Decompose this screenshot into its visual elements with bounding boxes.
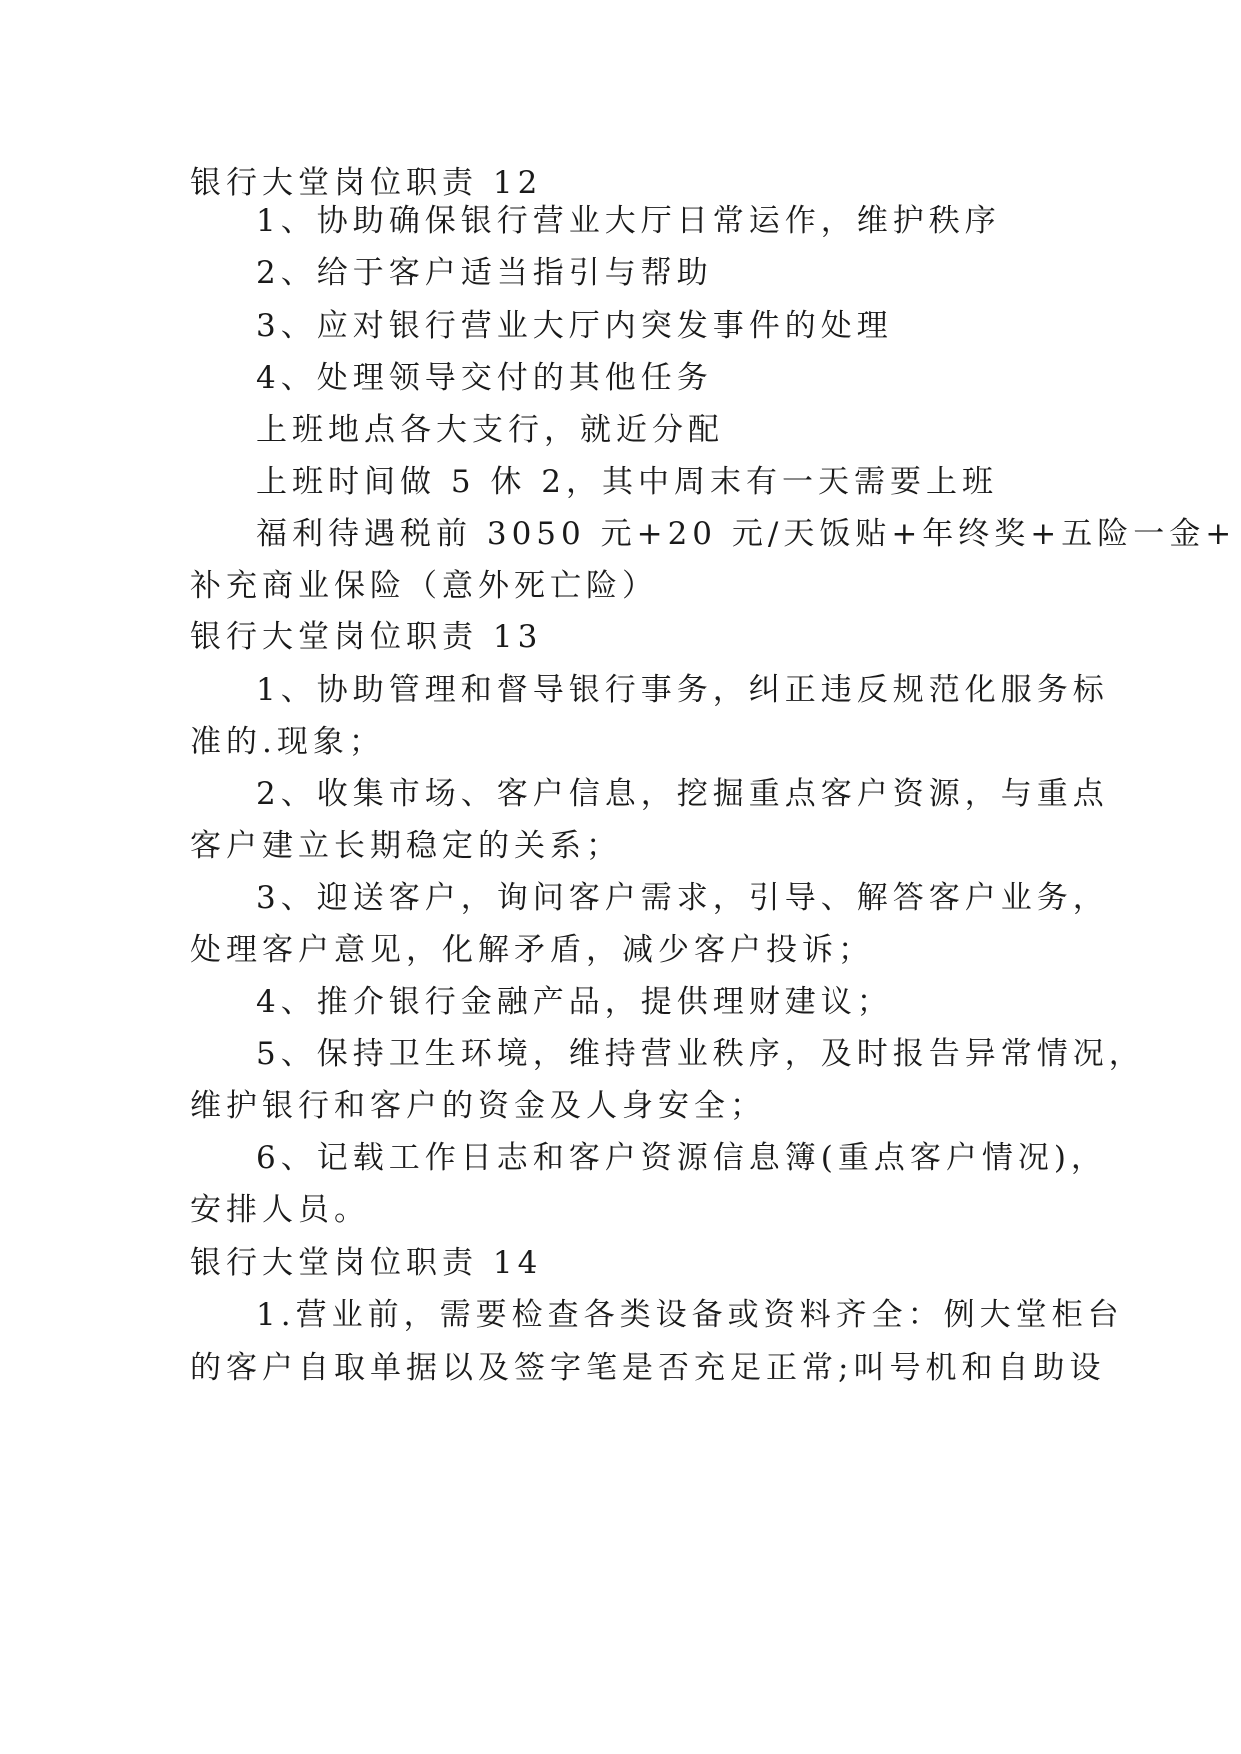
paragraph-line: 维护银行和客户的资金及人身安全； — [190, 1088, 766, 1124]
paragraph-line: 1、协助管理和督导银行事务，纠正违反规范化服务标 — [256, 672, 1109, 708]
paragraph-line: 1、协助确保银行营业大厅日常运作，维护秩序 — [256, 203, 1001, 239]
paragraph-line: 2、收集市场、客户信息，挖掘重点客户资源，与重点 — [256, 776, 1109, 812]
section-heading-14: 银行大堂岗位职责 14 — [190, 1245, 543, 1281]
paragraph-line: 准的.现象； — [190, 724, 385, 760]
paragraph-line: 6、记载工作日志和客户资源信息簿(重点客户情况)， — [256, 1140, 1107, 1176]
paragraph-line: 的客户自取单据以及签字笔是否充足正常;叫号机和自助设 — [190, 1350, 1106, 1386]
section-heading-13: 银行大堂岗位职责 13 — [190, 619, 543, 655]
paragraph-line: 4、处理领导交付的其他任务 — [256, 360, 713, 396]
paragraph-line: 上班时间做 5 休 2，其中周末有一天需要上班 — [256, 464, 999, 500]
paragraph-line: 上班地点各大支行，就近分配 — [256, 412, 724, 448]
paragraph-line: 客户建立长期稳定的关系； — [190, 828, 622, 864]
paragraph-line: 福利待遇税前 3050 元+20 元/天饭贴+年终奖+五险一金+ — [256, 516, 1237, 552]
section-heading-12: 银行大堂岗位职责 12 — [190, 165, 543, 201]
paragraph-line: 4、推介银行金融产品，提供理财建议； — [256, 984, 893, 1020]
paragraph-line: 处理客户意见，化解矛盾，减少客户投诉； — [190, 932, 874, 968]
paragraph-line: 5、保持卫生环境，维持营业秩序，及时报告异常情况， — [256, 1036, 1145, 1072]
paragraph-line: 安排人员。 — [190, 1192, 370, 1228]
paragraph-line: 3、迎送客户，询问客户需求，引导、解答客户业务， — [256, 880, 1109, 916]
paragraph-line: 1.营业前，需要检查各类设备或资料齐全：例大堂柜台 — [256, 1297, 1124, 1333]
paragraph-line: 2、给于客户适当指引与帮助 — [256, 255, 713, 291]
paragraph-line: 3、应对银行营业大厅内突发事件的处理 — [256, 308, 893, 344]
paragraph-line: 补充商业保险（意外死亡险） — [190, 568, 658, 604]
